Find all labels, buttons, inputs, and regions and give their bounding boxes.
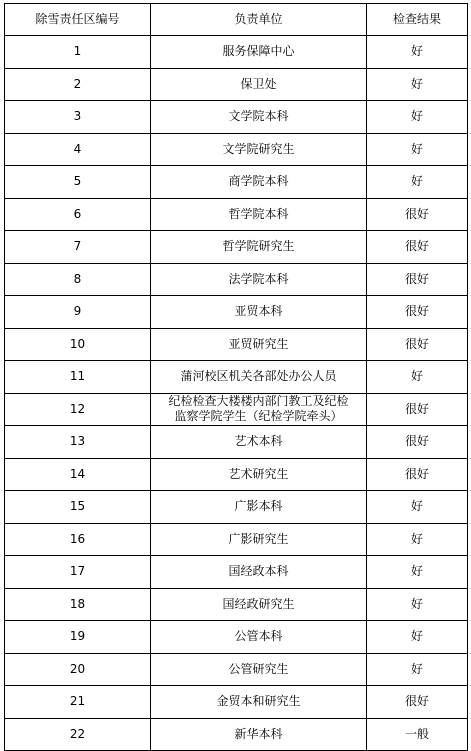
table-row: [5, 101, 468, 134]
inspection-result-cell: 好: [367, 621, 468, 654]
responsible-unit-cell: [151, 166, 367, 199]
zone-number-cell: 20: [5, 653, 151, 686]
responsible-unit-text: 文学院研究生: [222, 141, 295, 156]
inspection-result-cell: 好: [367, 653, 468, 686]
table-row: [5, 588, 468, 621]
responsible-unit-text: 新华本科: [234, 726, 283, 741]
inspection-result-cell: 一般: [367, 718, 468, 751]
inspection-result-cell: 好: [367, 588, 468, 621]
zone-number-cell: 5: [5, 166, 151, 199]
zone-number-cell: 11: [5, 361, 151, 394]
table-row: [5, 133, 468, 166]
inspection-result-cell: 好: [367, 68, 468, 101]
responsible-unit-cell: [151, 231, 367, 264]
responsible-unit-text: 国经政研究生: [222, 596, 295, 611]
snow-removal-inspection-table: [4, 3, 468, 751]
zone-number-cell: 15: [5, 491, 151, 524]
zone-number-cell: 14: [5, 458, 151, 491]
inspection-result-cell: 很好: [367, 458, 468, 491]
responsible-unit-text: 亚贸本科: [234, 304, 283, 319]
zone-number-cell: 10: [5, 328, 151, 361]
zone-number-cell: 3: [5, 101, 151, 134]
responsible-unit-text: 艺术研究生: [228, 466, 289, 481]
zone-number-cell: 8: [5, 263, 151, 296]
table-row: [5, 68, 468, 101]
responsible-unit-cell: [151, 393, 367, 426]
zone-number-cell: 1: [5, 36, 151, 69]
table-row: [5, 426, 468, 459]
header-row: [5, 4, 468, 36]
table-row: [5, 621, 468, 654]
zone-number-cell: 16: [5, 523, 151, 556]
zone-number-cell: 9: [5, 296, 151, 329]
table-body: [5, 36, 468, 751]
table-row: [5, 458, 468, 491]
inspection-result-cell: 很好: [367, 686, 468, 719]
responsible-unit-cell: [151, 653, 367, 686]
zone-number-cell: 4: [5, 133, 151, 166]
zone-number-cell: 6: [5, 198, 151, 231]
table-row: [5, 296, 468, 329]
table-header: [5, 4, 468, 36]
table-row: [5, 653, 468, 686]
responsible-unit-text: 服务保障中心: [222, 44, 295, 59]
responsible-unit-text: 广影研究生: [228, 531, 289, 546]
zone-number-cell: 18: [5, 588, 151, 621]
responsible-unit-text: 哲学院研究生: [222, 239, 295, 254]
inspection-result-cell: 好: [367, 556, 468, 589]
responsible-unit-cell: [151, 133, 367, 166]
responsible-unit-cell: [151, 686, 367, 719]
inspection-result-cell: 好: [367, 166, 468, 199]
table-row: [5, 166, 468, 199]
inspection-result-cell: 很好: [367, 198, 468, 231]
responsible-unit-cell: [151, 68, 367, 101]
responsible-unit-cell: [151, 36, 367, 69]
inspection-result-cell: 很好: [367, 328, 468, 361]
inspection-result-cell: 很好: [367, 426, 468, 459]
table-row: [5, 393, 468, 426]
inspection-result-cell: 好: [367, 523, 468, 556]
inspection-result-cell: 好: [367, 361, 468, 394]
table-row: [5, 328, 468, 361]
table-row: [5, 556, 468, 589]
table-row: [5, 491, 468, 524]
responsible-unit-text: 文学院本科: [228, 109, 289, 124]
inspection-result-cell: 好: [367, 133, 468, 166]
table-row: [5, 231, 468, 264]
responsible-unit-cell: [151, 426, 367, 459]
table-row: [5, 263, 468, 296]
responsible-unit-cell: [151, 458, 367, 491]
responsible-unit-cell: [151, 296, 367, 329]
responsible-unit-cell: [151, 588, 367, 621]
table-row: [5, 686, 468, 719]
responsible-unit-cell: [151, 556, 367, 589]
inspection-result-cell: 好: [367, 36, 468, 69]
responsible-unit-text: 法学院本科: [228, 271, 289, 286]
responsible-unit-text: 金贸本和研究生: [216, 694, 301, 709]
responsible-unit-text: 商学院本科: [228, 174, 289, 189]
responsible-unit-cell: [151, 101, 367, 134]
header-inspection-result: 检查结果: [367, 4, 468, 36]
zone-number-cell: 17: [5, 556, 151, 589]
table-row: [5, 198, 468, 231]
inspection-result-cell: 很好: [367, 231, 468, 264]
zone-number-cell: 19: [5, 621, 151, 654]
responsible-unit-text: 公管本科: [234, 629, 283, 644]
zone-number-cell: 12: [5, 393, 151, 426]
responsible-unit-text: 监察学院学生（纪检学院牵头）: [174, 409, 343, 424]
responsible-unit-cell: [151, 198, 367, 231]
table-row: [5, 361, 468, 394]
responsible-unit-text: 纪检检查大楼楼内部门教工及纪检: [168, 394, 349, 409]
inspection-result-cell: 很好: [367, 393, 468, 426]
table-row: [5, 523, 468, 556]
zone-number-cell: 13: [5, 426, 151, 459]
zone-number-cell: 21: [5, 686, 151, 719]
responsible-unit-text: 国经政本科: [228, 564, 289, 579]
inspection-result-cell: 很好: [367, 296, 468, 329]
responsible-unit-text: 哲学院本科: [228, 206, 289, 221]
responsible-unit-cell: [151, 361, 367, 394]
zone-number-cell: 2: [5, 68, 151, 101]
responsible-unit-cell: [151, 263, 367, 296]
inspection-result-cell: 好: [367, 491, 468, 524]
responsible-unit-text: 艺术本科: [234, 434, 283, 449]
responsible-unit-cell: [151, 621, 367, 654]
header-zone-number: 除雪责任区编号: [5, 4, 151, 36]
table-row: [5, 36, 468, 69]
inspection-result-cell: 很好: [367, 263, 468, 296]
responsible-unit-text: 广影本科: [234, 499, 283, 514]
zone-number-cell: 7: [5, 231, 151, 264]
responsible-unit-cell: [151, 491, 367, 524]
inspection-result-cell: 好: [367, 101, 468, 134]
responsible-unit-text: 亚贸研究生: [228, 336, 289, 351]
header-responsible-unit: 负责单位: [151, 4, 367, 36]
responsible-unit-text: 公管研究生: [228, 661, 289, 676]
responsible-unit-text: 蒲河校区机关各部处办公人员: [180, 369, 337, 384]
responsible-unit-cell: [151, 328, 367, 361]
responsible-unit-text: 保卫处: [240, 76, 277, 91]
zone-number-cell: 22: [5, 718, 151, 751]
responsible-unit-cell: [151, 523, 367, 556]
